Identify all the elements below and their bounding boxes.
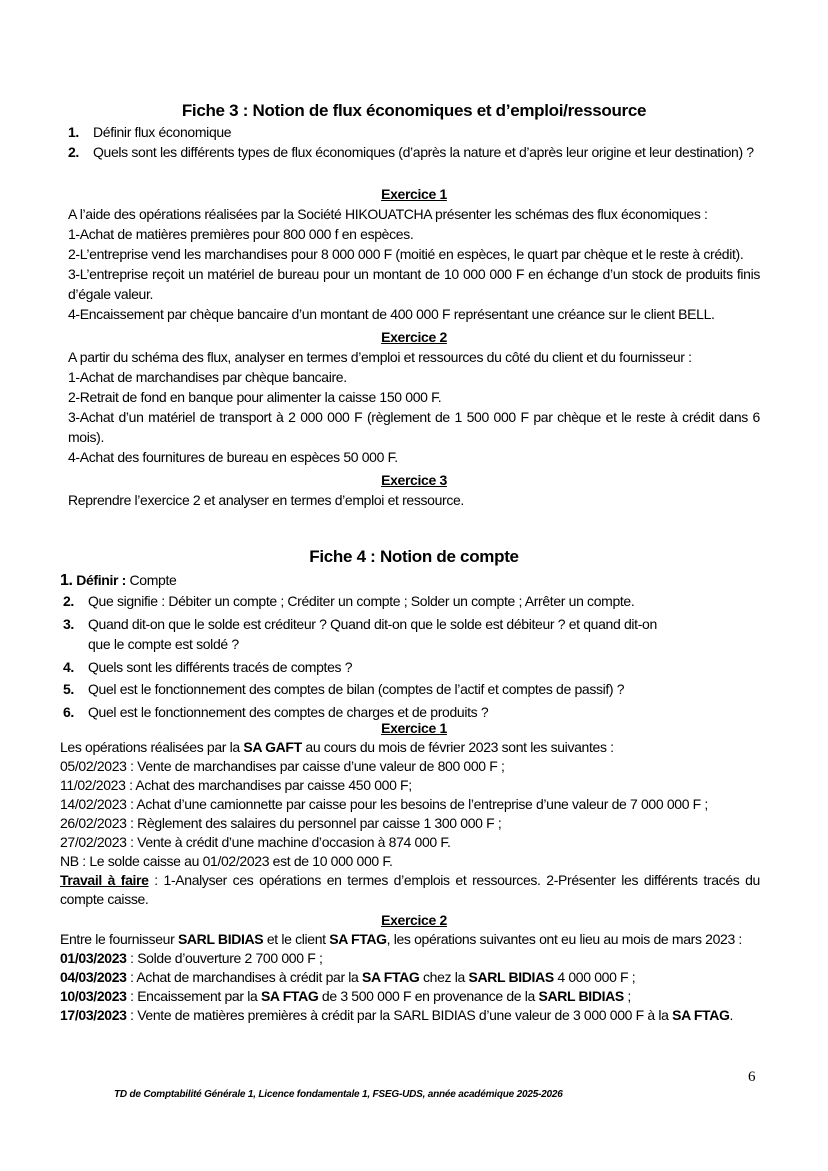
- operation-line: [60, 987, 742, 1006]
- intro-text: , les opérations suivantes ont eu lieu au mois de mars 2023 :: [386, 931, 742, 947]
- list-item: [63, 657, 760, 678]
- client-name: SA FTAG: [260, 988, 319, 1004]
- question-text-continued: que le compte est soldé ?: [88, 636, 239, 652]
- operation-line: 26/02/2023 : Règlement des salaires du personnel par caisse 1 300 000 F ;: [60, 815, 502, 831]
- question-text: Quel est le fonctionnement des comptes de charges et de produits ?: [88, 703, 489, 720]
- question-text: Que signifie : Débiter un compte ; Créditer un compte ; Solder un compte ; Arrêter un compte.: [88, 593, 635, 609]
- list-item: [68, 142, 760, 162]
- operation-date: 10/03/2023: [60, 988, 127, 1004]
- operation-date: 01/03/2023: [60, 950, 127, 966]
- question-text: Quand dit-on que le solde est créditeur ? Quand dit-on que le solde est débiteur ? et quand dit-on: [88, 615, 657, 632]
- paragraph: 4-Achat des fournitures de bureau en espèces 50 000 F.: [68, 449, 398, 465]
- client-name: SA FTAG: [329, 931, 387, 947]
- paragraph: Reprendre l’exercice 2 et analyser en termes d’emploi et ressource.: [68, 492, 464, 508]
- operation-line: [60, 968, 742, 987]
- fiche3-exercice3-heading: Exercice 3: [381, 472, 447, 488]
- question-label: Définir :: [76, 572, 126, 588]
- operation-line: 14/02/2023 : Achat d’une camionnette par caisse pour les besoins de l’entreprise d’une valeur de 7 000 000 F ;: [60, 796, 708, 812]
- list-item: [63, 679, 760, 700]
- question-text: Compte: [125, 572, 177, 588]
- operation-text: ;: [623, 988, 631, 1004]
- intro-text: Entre le fournisseur: [60, 931, 178, 947]
- client-name: SA FTAG: [362, 969, 420, 985]
- operation-text: .: [729, 1007, 734, 1023]
- fiche4-exercice1-heading: Exercice 1: [381, 720, 447, 736]
- paragraph: 3-L’entreprise reçoit un matériel de bureau pour un montant de 10 000 000 F en échange d’un stock de produits finis d’égale valeur.: [68, 266, 760, 302]
- operation-date: 04/03/2023: [60, 969, 127, 985]
- paragraph: 2-Retrait de fond en banque pour alimenter la caisse 150 000 F.: [68, 389, 442, 405]
- question-number: 1.: [60, 572, 73, 589]
- note-line: NB : Le solde caisse au 01/02/2023 est de 10 000 000 F.: [60, 853, 393, 869]
- paragraph: [60, 930, 742, 949]
- supplier-name: SARL BIDIAS: [468, 969, 554, 985]
- page-footer: TD de Comptabilité Générale 1, Licence fondamentale 1, FSEG-UDS, année académique 2025-2026: [114, 1089, 563, 1100]
- fiche4-questions: [63, 591, 760, 722]
- fiche3-exercice1-body: [68, 204, 760, 324]
- page-number: 6: [748, 1069, 756, 1085]
- fiche3-questions: [68, 122, 760, 162]
- question-number: 2.: [63, 593, 74, 609]
- supplier-name: SARL BIDIAS: [177, 931, 264, 947]
- paragraph: 1-Achat de matières premières pour 800 000 f en espèces.: [68, 226, 414, 242]
- fiche4-exercice2-heading: Exercice 2: [381, 912, 447, 928]
- paragraph: A l’aide des opérations réalisées par la Société HIKOUATCHA présenter les schémas des flux économiques :: [68, 206, 708, 222]
- fiche3-exercice1-heading: Exercice 1: [381, 186, 447, 202]
- question-text: Quel est le fonctionnement des comptes de bilan (comptes de l’actif et comptes de passif) ?: [88, 681, 625, 697]
- operation-text: de 3 500 000 F en provenance de la: [318, 988, 539, 1004]
- fiche3-exercice2-heading: Exercice 2: [381, 329, 447, 345]
- list-item: [63, 614, 760, 655]
- operation-date: 17/03/2023: [60, 1007, 127, 1023]
- operation-text: : Encaissement par la: [126, 988, 261, 1004]
- operation-line: 27/02/2023 : Vente à crédit d’une machine d’occasion à 874 000 F.: [60, 834, 451, 850]
- task-label: Travail à faire: [60, 872, 149, 888]
- task-text: : 1-Analyser ces opérations en termes d’emplois et ressources. 2-Présenter les différents tracés du compte caisse.: [60, 872, 760, 907]
- fiche3-exercice3-body: [68, 490, 760, 510]
- company-name: SA GAFT: [243, 739, 302, 755]
- question-number: 1.: [68, 124, 79, 140]
- operation-text: : Vente de matières premières à crédit par la SARL BIDIAS d’une valeur de 3 000 000 F à la: [126, 1007, 673, 1023]
- paragraph: A partir du schéma des flux, analyser en termes d’emploi et ressources du côté du client et du fournisseur :: [68, 349, 692, 365]
- list-item: [68, 122, 760, 142]
- fiche3-title: Fiche 3 : Notion de flux économiques et d’emploi/ressource: [181, 101, 647, 120]
- fiche4-exercice1-body: [60, 738, 760, 909]
- operation-text: : Achat de marchandises à crédit par la: [126, 969, 363, 985]
- paragraph: 2-L’entreprise vend les marchandises pour 8 000 000 F (moitié en espèces, le quart par chèque et le reste à crédit).: [68, 246, 744, 262]
- paragraph: 3-Achat d’un matériel de transport à 2 000 000 F (règlement de 1 500 000 F par chèque et le reste à crédit dans 6 mois).: [68, 409, 760, 445]
- question-number: 3.: [63, 615, 74, 632]
- question-number: 5.: [63, 681, 74, 697]
- operation-line: [60, 949, 742, 968]
- question-text: Quels sont les différents types de flux économiques (d’après la nature et d’après leur origine et leur destination) ?: [93, 144, 754, 160]
- question-number: 4.: [63, 658, 74, 675]
- intro-text: et le client: [263, 931, 330, 947]
- supplier-name: SARL BIDIAS: [538, 988, 624, 1004]
- question-text: Définir flux économique: [93, 124, 232, 140]
- operation-line: [60, 1006, 742, 1025]
- question-number: 2.: [68, 144, 79, 160]
- operation-text: : Solde d’ouverture 2 700 000 F ;: [126, 950, 323, 966]
- intro-text: au cours du mois de février 2023 sont les suivantes :: [301, 739, 614, 755]
- task-paragraph: [60, 871, 760, 909]
- question-text: Quels sont les différents tracés de comptes ?: [88, 658, 353, 675]
- list-item: [63, 591, 760, 612]
- paragraph: 4-Encaissement par chèque bancaire d’un montant de 400 000 F représentant une créance sur le client BELL.: [68, 306, 715, 322]
- operation-text: chez la: [419, 969, 469, 985]
- paragraph: [60, 738, 760, 757]
- question-number: 6.: [63, 703, 74, 720]
- fiche3-exercice2-body: [68, 347, 760, 467]
- fiche4-question-1: [60, 570, 760, 591]
- operation-line: 05/02/2023 : Vente de marchandises par caisse d’une valeur de 800 000 F ;: [60, 758, 505, 774]
- paragraph: 1-Achat de marchandises par chèque bancaire.: [68, 369, 347, 385]
- fiche4-exercice2-body: [60, 930, 742, 1025]
- operation-line: 11/02/2023 : Achat des marchandises par caisse 450 000 F;: [60, 777, 412, 793]
- client-name: SA FTAG: [672, 1007, 730, 1023]
- intro-text: Les opérations réalisées par la: [60, 739, 244, 755]
- fiche4-title: Fiche 4 : Notion de compte: [309, 547, 519, 566]
- operation-text: 4 000 000 F ;: [553, 969, 636, 985]
